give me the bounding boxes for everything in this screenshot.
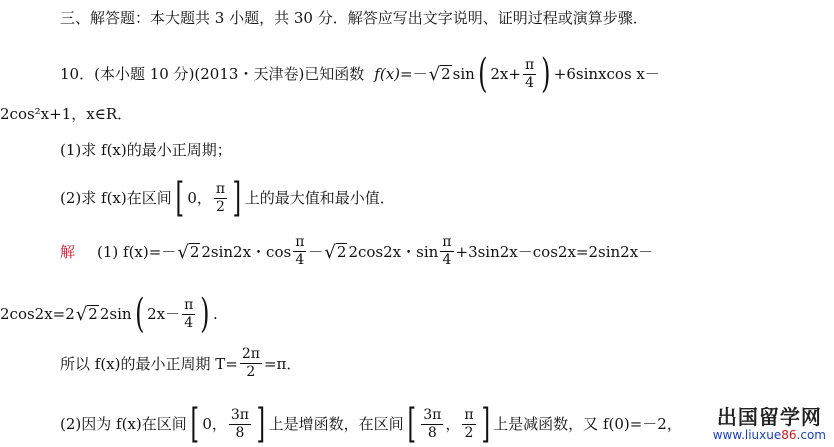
fraction-numerator: π	[184, 296, 194, 313]
fraction-denominator: 4	[184, 314, 194, 331]
radical-icon: √	[428, 64, 441, 85]
fraction-numerator: π	[295, 234, 305, 250]
sqrt-symbol	[177, 243, 200, 261]
pi-over-4-fraction	[440, 234, 453, 269]
question-2	[60, 175, 395, 221]
left-bracket-icon: [	[407, 401, 416, 447]
watermark-cn: 出国留学网	[716, 405, 822, 429]
solution-2-lead: 2cos2x=2	[0, 305, 75, 323]
pi-over-2-fraction	[214, 181, 227, 216]
pi-over-4-fraction	[523, 57, 536, 92]
fraction-numerator: 3π	[230, 406, 249, 423]
fraction-numerator: π	[524, 56, 535, 73]
sqrt-symbol	[429, 65, 452, 83]
three-pi-over-8-fraction	[229, 407, 251, 442]
fraction-numerator: 3π	[423, 406, 442, 423]
fraction-numerator: π	[215, 180, 226, 197]
fraction-denominator: 2	[246, 364, 256, 380]
solution-line-1	[60, 234, 653, 269]
right-paren-icon: )	[200, 291, 210, 337]
sin-argument: 2x+	[490, 65, 521, 83]
solution-1-mid1: 2sin2x・cos	[201, 242, 292, 261]
question-1	[60, 140, 232, 160]
fraction-denominator: 4	[525, 74, 535, 91]
question-2-lead: (2)求 f(x)在区间	[60, 189, 172, 207]
part-2-zero: 0，	[202, 415, 227, 433]
sqrt-radicand: 2	[336, 242, 347, 261]
part-2-tail: 上是减函数，又 f(0)=－2，	[493, 415, 682, 433]
right-bracket-icon: ]	[256, 401, 266, 447]
pi-over-2-fraction	[462, 407, 475, 442]
question-1-text: (1)求 f(x)的最小正周期；	[60, 141, 232, 159]
solution-1-mid2: －	[308, 242, 324, 261]
watermark-logo	[713, 406, 826, 442]
fraction-denominator: 2	[216, 198, 225, 215]
fraction-denominator: 8	[427, 424, 437, 441]
two-pi-over-2-fraction	[240, 346, 262, 381]
solution-1-lead: (1) f(x)=－	[97, 242, 177, 261]
part-2-line	[60, 401, 682, 447]
solution-2-end: .	[212, 305, 218, 323]
period-lead: 所以 f(x)的最小正周期 T=	[60, 354, 238, 373]
watermark-url-a: www.liuxue	[712, 428, 782, 442]
problem-tail-1: +6sinxcos x－	[553, 65, 660, 83]
watermark-url-c: .com	[796, 428, 826, 442]
section-title	[60, 8, 648, 28]
three-pi-over-8-fraction	[421, 407, 443, 442]
part-2-lead: (2)因为 f(x)在区间	[60, 415, 187, 433]
problem-line-2	[0, 104, 132, 124]
fraction-denominator: 4	[295, 252, 305, 268]
fraction-numerator: 2π	[241, 346, 260, 362]
sin-word: sin	[452, 65, 475, 83]
watermark-url-b: 86	[781, 428, 797, 442]
fraction-numerator: π	[442, 234, 452, 250]
problem-fx: f(x)	[374, 65, 401, 83]
solution-line-2	[0, 291, 218, 337]
right-bracket-icon: ]	[481, 401, 490, 447]
section-title-text: 三、解答题：本大题共 3 小题，共 30 分．解答应写出文字说明、证明过程或演算步骤．	[60, 9, 648, 27]
part-2-mid: 上是增函数，在区间	[268, 415, 404, 433]
problem-number: 10．(本小题 10 分)(2013・天津卷)已知函数	[60, 65, 365, 83]
solution-label: 解	[60, 242, 76, 261]
watermark-url	[713, 428, 826, 442]
sqrt-radicand: 2	[88, 305, 98, 323]
period-tail: =π．	[263, 354, 302, 373]
fraction-denominator: 2	[464, 424, 474, 441]
solution-2-sin: 2sin	[99, 305, 132, 323]
pi-over-4-fraction	[182, 297, 195, 332]
right-bracket-icon: ]	[232, 175, 242, 221]
problem-line-1	[60, 51, 660, 97]
fraction-numerator: π	[464, 406, 474, 423]
sqrt-symbol	[324, 243, 347, 261]
radical-icon: √	[177, 241, 189, 263]
right-paren-icon: )	[541, 51, 551, 97]
period-line	[60, 346, 301, 381]
sqrt-radicand: 2	[441, 65, 451, 83]
problem-line-2-text: 2cos²x+1，x∈R．	[0, 105, 133, 123]
left-paren-icon: (	[477, 51, 488, 97]
sqrt-radicand: 2	[189, 242, 200, 261]
radical-icon: √	[324, 241, 336, 263]
left-paren-icon: (	[134, 291, 145, 337]
question-2-tail: 上的最大值和最小值．	[244, 189, 395, 207]
fraction-denominator: 4	[442, 252, 452, 268]
pi-over-4-fraction	[293, 234, 306, 269]
comma: ，	[445, 415, 461, 433]
sqrt-symbol	[76, 305, 99, 323]
solution-2-arg: 2x－	[147, 305, 181, 323]
left-bracket-icon: [	[190, 401, 199, 447]
fraction-denominator: 8	[235, 424, 245, 441]
left-bracket-icon: [	[175, 175, 184, 221]
problem-eq-lead: =－	[400, 65, 428, 83]
interval-start: 0，	[187, 189, 212, 207]
radical-icon: √	[75, 304, 88, 325]
solution-1-mid3: 2cos2x・sin	[348, 242, 439, 261]
solution-1-tail: +3sin2x－cos2x=2sin2x－	[455, 242, 654, 261]
